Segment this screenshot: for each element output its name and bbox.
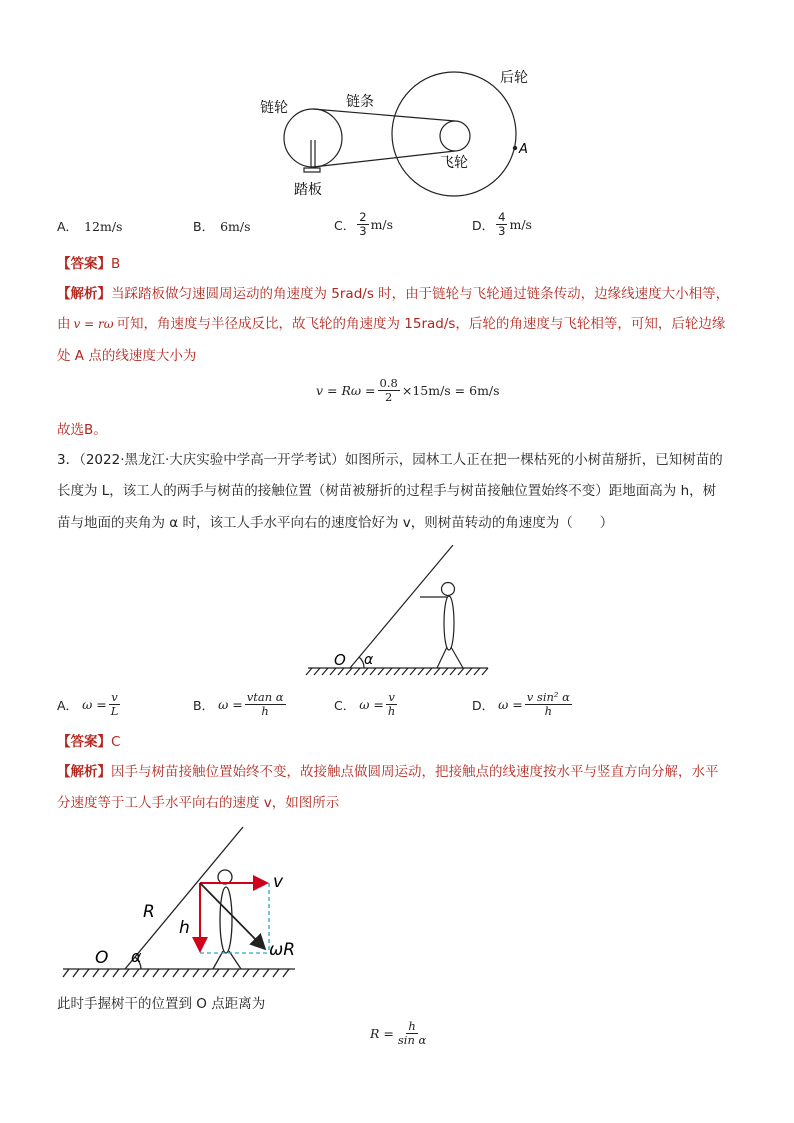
q2-conclusion: 故选B。 bbox=[57, 422, 107, 438]
point-a bbox=[513, 146, 517, 150]
q2-analysis-line2: 由 v = rω 可知，角速度与半径成反比，故飞轮的角速度为 15rad/s，后轮的角速度与飞轮相等，可知，后轮边缘 bbox=[57, 316, 726, 332]
q3-after-figure-text: 此时手握树干的位置到 O 点距离为 bbox=[57, 996, 266, 1012]
label-chainring: 链轮 bbox=[260, 100, 288, 116]
worker-leg-left bbox=[213, 951, 223, 969]
flywheel-circle bbox=[440, 121, 470, 151]
q3-option-b: B． ω = $\frac{\text{vtan α}}{h}$ bbox=[193, 690, 284, 718]
worker-leg-right bbox=[451, 647, 463, 668]
q3-analysis-line2: 分速度等于工人手水平向右的速度 v，如图所示 bbox=[57, 795, 340, 811]
label-origin: O bbox=[95, 948, 109, 968]
label-point-a: A bbox=[519, 142, 528, 157]
label-angle: α bbox=[131, 947, 142, 966]
q2-answer: 【答案】B bbox=[57, 256, 121, 272]
worker-body bbox=[220, 887, 232, 953]
q3-question-line3: 苗与地面的夹角为 α 时，该工人手水平向右的速度恰好为 v，则树苗转动的角速度为（ ） bbox=[57, 515, 614, 531]
sapling-line bbox=[350, 545, 453, 668]
label-v: v bbox=[273, 872, 284, 892]
q3-answer: 【答案】C bbox=[57, 734, 121, 750]
arrow-omega-r bbox=[200, 883, 265, 949]
label-omega-r: ωR bbox=[269, 940, 296, 960]
q2-formula: v = Rω = $\frac{0.8}{2}$ ×15m/s = 6m/s bbox=[316, 376, 500, 404]
q3-analysis-line1: 【解析】因手与树苗接触位置始终不变，故接触点做圆周运动，把接触点的线速度按水平与竖直方向分解，水平 bbox=[57, 764, 719, 780]
sapling-line bbox=[125, 827, 243, 969]
label-angle: α bbox=[364, 652, 374, 668]
label-h: h bbox=[179, 918, 190, 938]
velocity-decomposition-figure bbox=[55, 825, 315, 985]
q3-option-d: D． ω = $\frac{\text{v sin² α}}{h}$ bbox=[472, 690, 570, 718]
label-r: R bbox=[143, 902, 155, 922]
q3-question-line1: 3．（2022·黑龙江·大庆实验中学高一开学考试）如图所示，园林工人正在把一棵枯死的小树苗掰折，已知树苗的 bbox=[57, 452, 723, 468]
q3-option-a: A． ω = $\frac{v}{L}$ bbox=[57, 690, 119, 718]
q2-option-a: A． 12m/s bbox=[57, 218, 123, 234]
q2-option-c: C． $\frac{2}{3}$ m/s bbox=[334, 210, 394, 238]
q2-option-b: B． 6m/s bbox=[193, 218, 251, 234]
rear-wheel-circle bbox=[392, 72, 516, 196]
worker-head bbox=[442, 583, 455, 596]
pedal bbox=[304, 168, 320, 172]
worker-body bbox=[444, 596, 454, 650]
label-rear-wheel: 后轮 bbox=[500, 70, 528, 86]
ground-hatch bbox=[63, 969, 289, 977]
q3-question-line2: 长度为 L，该工人的两手与树苗的接触位置（树苗被掰折的过程手与树苗接触位置始终不变）距地面高为 h，树 bbox=[57, 483, 717, 499]
label-origin: O bbox=[334, 651, 346, 669]
q3-option-c: C． ω = $\frac{v}{h}$ bbox=[334, 690, 396, 718]
ground-hatch bbox=[306, 668, 488, 675]
chainring-circle bbox=[284, 109, 342, 167]
worker-head bbox=[218, 870, 232, 884]
q2-option-d: D． $\frac{4}{3}$ m/s bbox=[472, 210, 532, 238]
q2-analysis-line3: 处 A 点的线速度大小为 bbox=[57, 348, 197, 364]
label-chain: 链条 bbox=[346, 94, 374, 110]
q3-formula: R = $\frac{h}{\text{sin α}}$ bbox=[370, 1019, 427, 1047]
worker-leg-left bbox=[437, 647, 447, 668]
label-flywheel: 飞轮 bbox=[440, 155, 468, 171]
chain-lower bbox=[313, 151, 455, 167]
q2-analysis-line1: 【解析】当踩踏板做匀速圆周运动的角速度为 5rad/s 时，由于链轮与飞轮通过链条传动，边缘线速度大小相等， bbox=[57, 286, 730, 302]
worker-leg-right bbox=[229, 951, 241, 969]
sapling-figure bbox=[300, 545, 500, 680]
bicycle-chain-figure bbox=[250, 60, 540, 205]
label-pedal: 踏板 bbox=[294, 182, 322, 198]
